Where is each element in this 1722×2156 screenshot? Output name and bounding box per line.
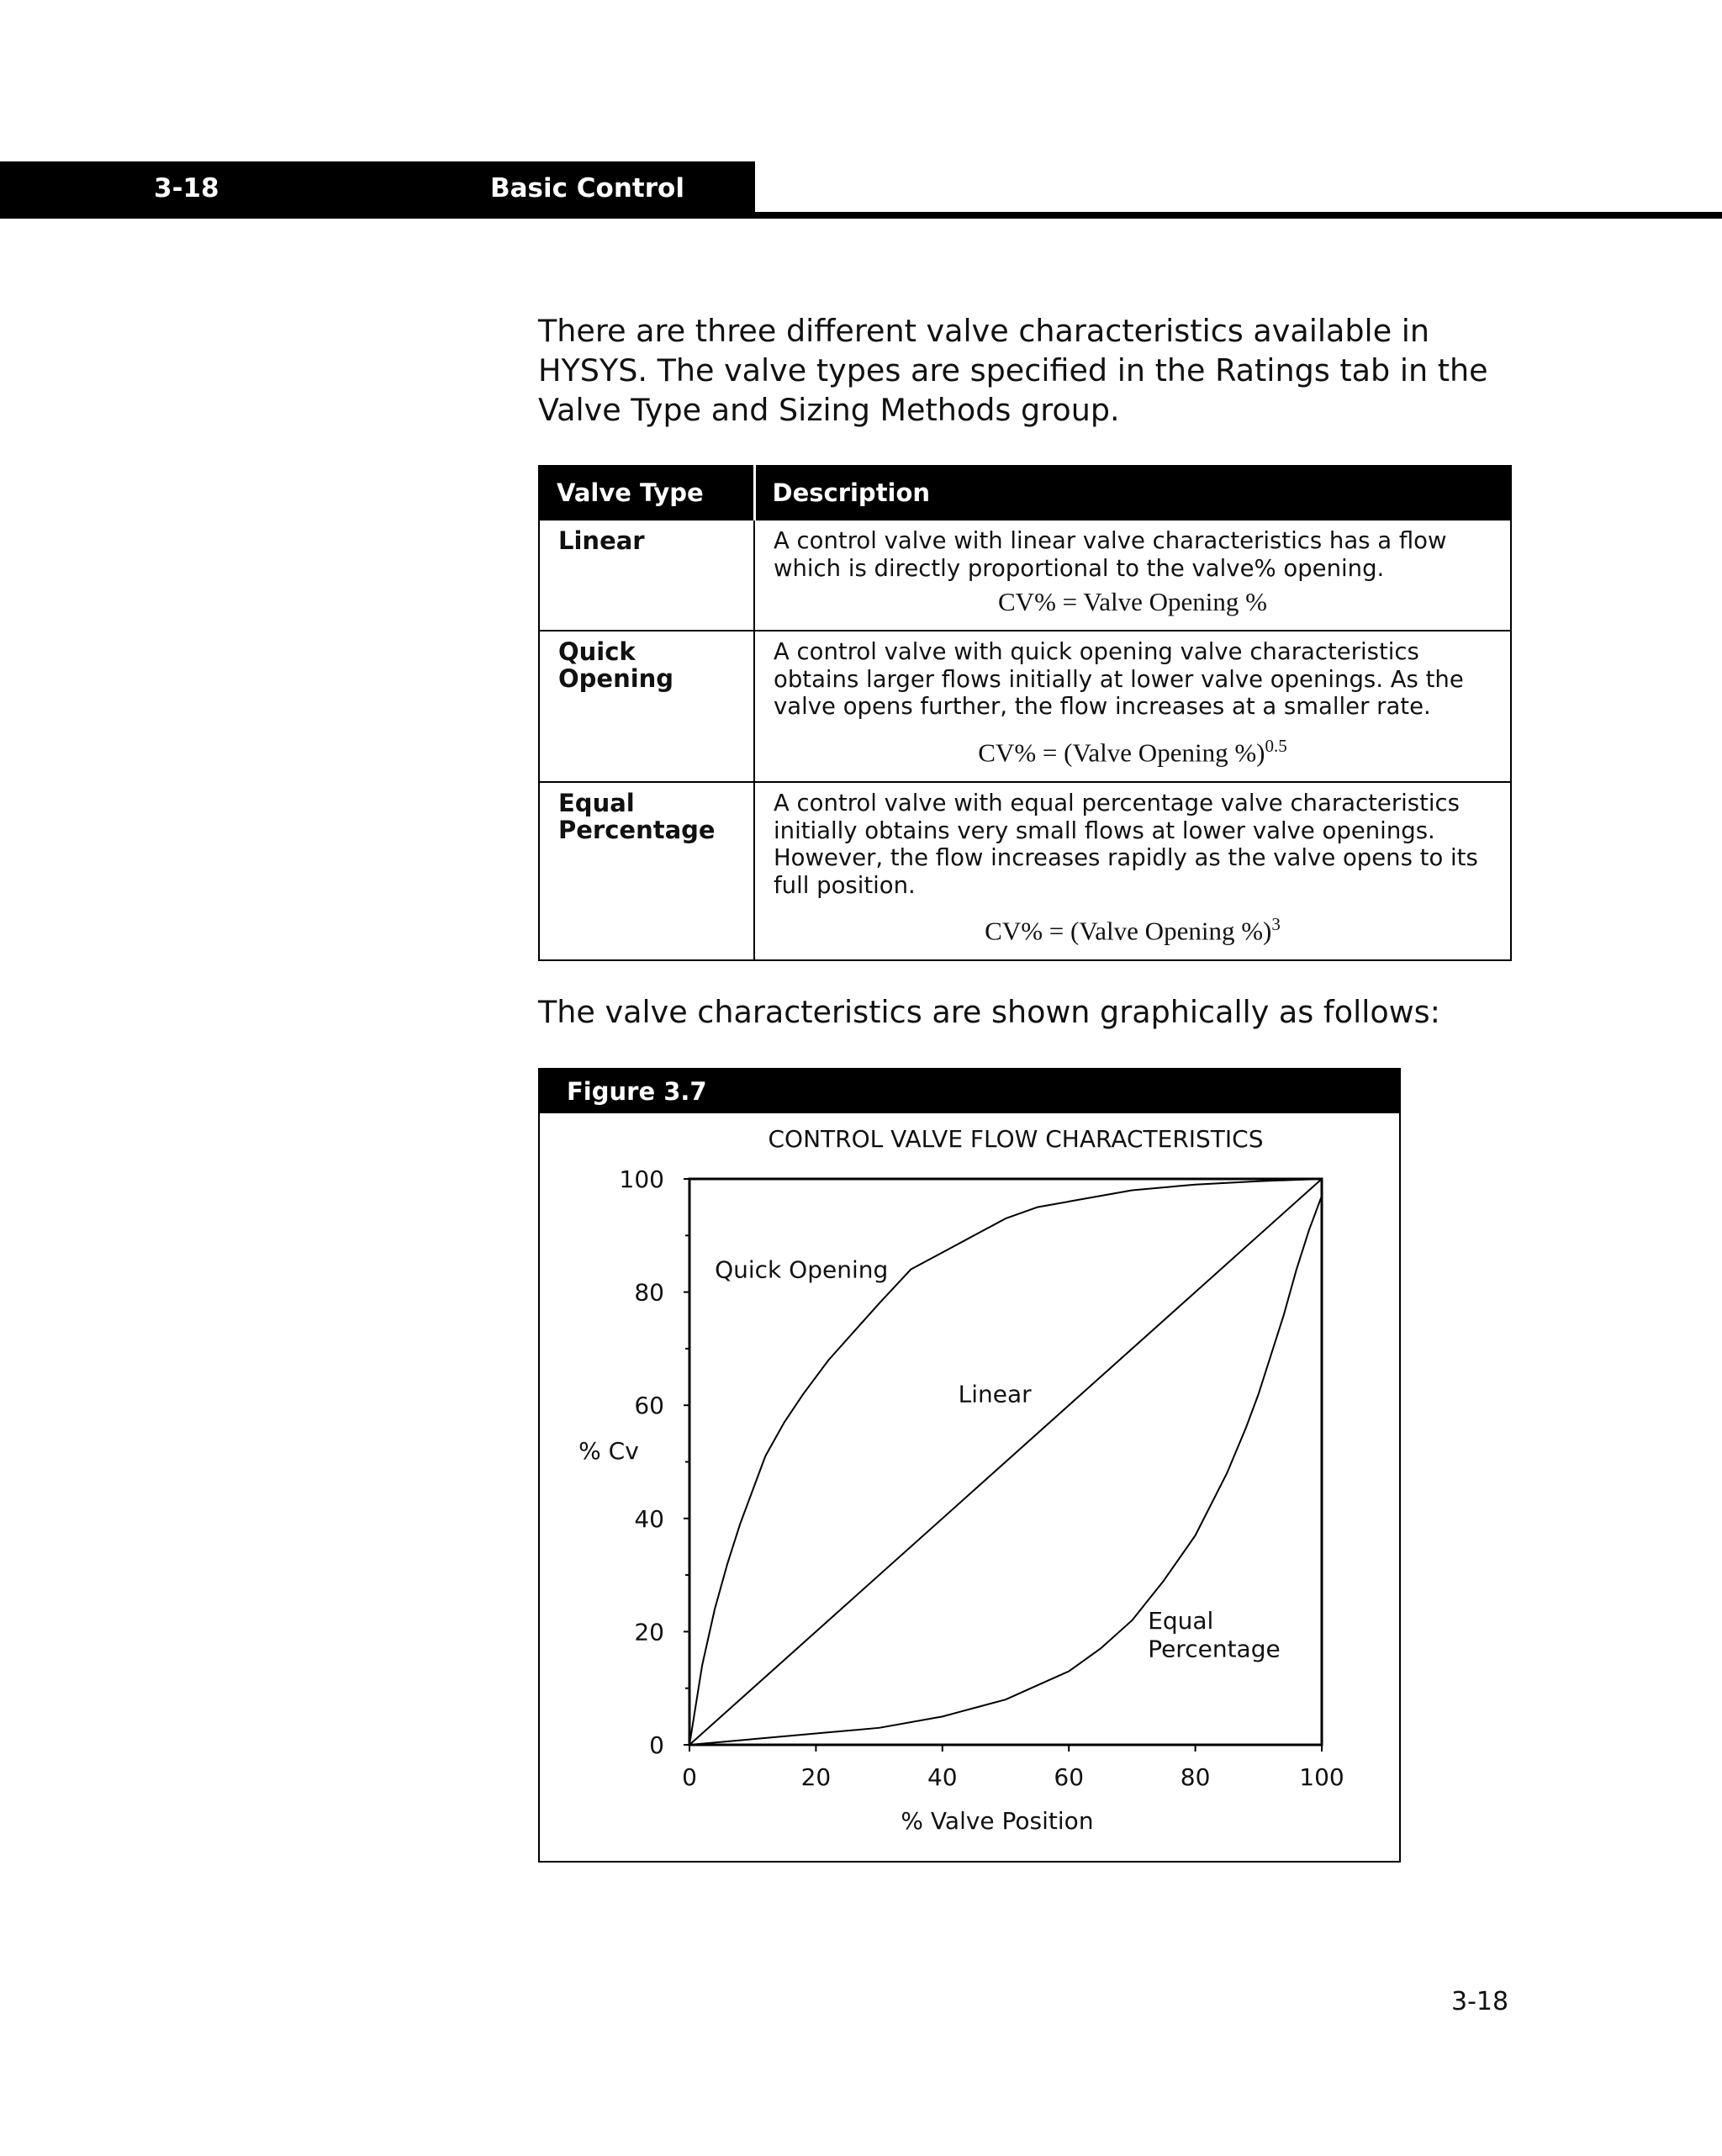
equation [774, 732, 1492, 767]
y-tick-label: 0 [649, 1731, 664, 1759]
x-tick-label: 0 [682, 1763, 697, 1791]
description-cell [754, 782, 1511, 960]
table-header-description: Description [754, 466, 1511, 520]
table-row [539, 631, 1511, 782]
table-row [539, 520, 1511, 631]
y-axis-label: % Cv [578, 1437, 639, 1465]
header-page-number: 3-18 [154, 173, 219, 203]
equation [774, 911, 1492, 945]
x-tick-label: 40 [927, 1763, 958, 1791]
series-label-linear: Linear [958, 1380, 1032, 1408]
footer-page-number: 3-18 [1451, 1987, 1509, 2016]
figure-3-7 [538, 1068, 1401, 1863]
equation [774, 589, 1492, 616]
y-tick-label: 100 [619, 1165, 664, 1193]
y-tick-label: 80 [634, 1278, 664, 1307]
x-tick-label: 80 [1180, 1763, 1211, 1791]
description-text: A control valve with equal percentage valve characteristics initially obtains very small flows at lower valve openings. However, the flow increases rapidly as the valve opens to its full position. [774, 790, 1478, 899]
header-section-title: Basic Control [490, 173, 684, 203]
table-header-valve-type: Valve Type [539, 466, 754, 520]
x-tick-label: 60 [1054, 1763, 1085, 1791]
x-tick-label: 100 [1299, 1763, 1344, 1791]
x-axis-label: % Valve Position [901, 1807, 1094, 1835]
series-label-quick-opening: Quick Opening [715, 1255, 889, 1284]
series-label-equal-percentage: Percentage [1148, 1635, 1281, 1663]
y-tick-label: 20 [634, 1618, 664, 1646]
description-cell [754, 520, 1511, 631]
description-text: A control valve with linear valve characteristics has a flow which is directly proportional to the valve% opening. [774, 527, 1447, 582]
figure-lead-text: The valve characteristics are shown graphically as follows: [538, 994, 1440, 1030]
equation-text: CV% = (Valve Opening %) [978, 737, 1265, 767]
series-label-equal-percentage: Equal [1148, 1606, 1214, 1635]
figure-label: Figure 3.7 [540, 1070, 1399, 1113]
chart-title: CONTROL VALVE FLOW CHARACTERISTICS [768, 1125, 1264, 1153]
equation-exponent: 0.5 [1265, 735, 1287, 756]
valve-type-cell: Equal Percentage [539, 782, 754, 960]
valve-type-cell: Linear [539, 520, 754, 631]
description-cell [754, 631, 1511, 782]
valve-characteristics-chart [540, 1070, 1399, 1861]
equation-text: CV% = (Valve Opening %) [985, 916, 1272, 946]
description-text: A control valve with quick opening valve characteristics obtains larger flows initially at lower valve openings. As the valve opens further, the flow increases at a smaller rate. [774, 638, 1464, 720]
header-rule [0, 212, 1722, 219]
equation-text: CV% = Valve Opening % [998, 587, 1267, 616]
y-tick-label: 40 [634, 1504, 664, 1533]
intro-paragraph: There are three different valve characteristics available in HYSYS. The valve types are specified in the Ratings tab in the Valve Type and Sizing Methods group. [538, 313, 1488, 428]
y-tick-label: 60 [634, 1392, 664, 1420]
valve-type-table [538, 465, 1512, 961]
table-row [539, 782, 1511, 960]
table-header-row [539, 466, 1511, 520]
valve-type-cell: Quick Opening [539, 631, 754, 782]
equation-exponent: 3 [1271, 914, 1281, 934]
x-tick-label: 20 [800, 1763, 832, 1791]
